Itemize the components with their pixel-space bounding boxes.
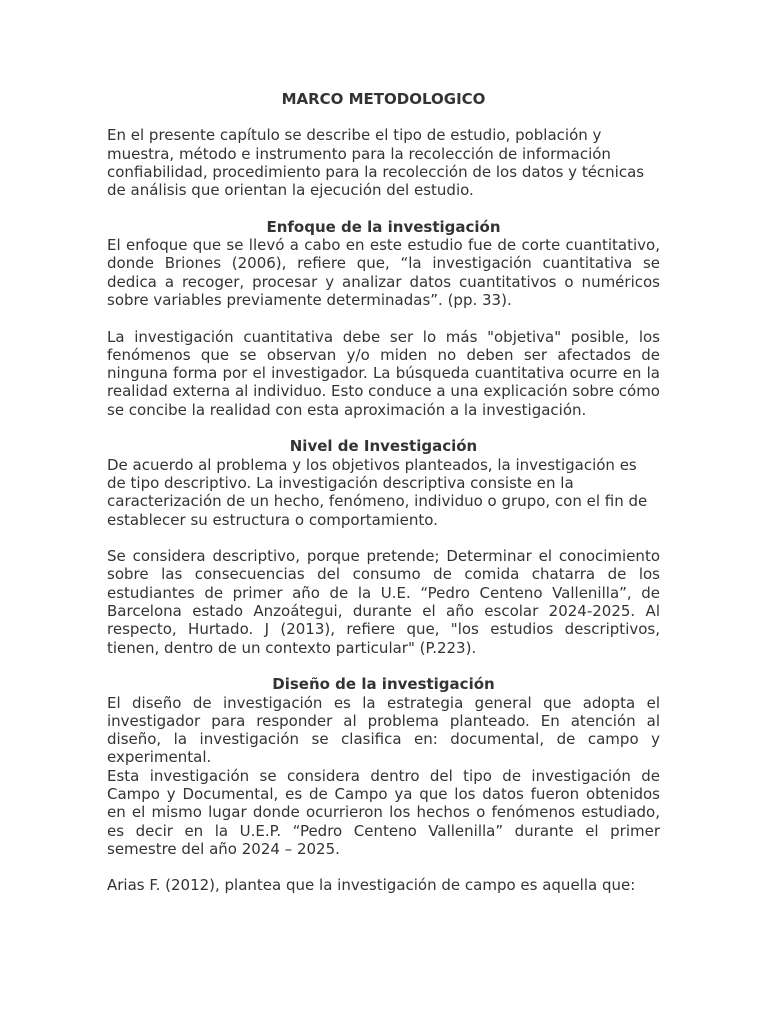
- section-heading-nivel: Nivel de Investigación: [289, 437, 478, 456]
- intro-paragraph: En el presente capítulo se describe el tipo de estudio, población y muestra, método e instrumento para la recolección de información confiabilidad, procedimiento para la recolección de los datos y técnicas de análisis que orientan la ejecución del estudio.: [107, 126, 645, 200]
- section-heading-diseno: Diseño de la investigación: [272, 675, 495, 694]
- document-title: MARCO METODOLOGICO: [281, 90, 486, 108]
- paragraph-diseno-1: El diseño de investigación es la estrategia general que adopta el investigador para responder al problema planteado. En atención al diseño, la investigación se clasifica en: documental, de campo y experimental.: [107, 693, 660, 767]
- document-page: [107, 90, 660, 895]
- paragraph-nivel-1: De acuerdo al problema y los objetivos planteados, la investigación es de tipo descriptivo. La investigación descriptiva consiste en la caracterización de un hecho, fenómeno, individuo o grupo, con el fin de establecer su estructura o comportamiento.: [107, 455, 648, 529]
- paragraph-enfoque-1: El enfoque que se llevó a cabo en este estudio fue de corte cuantitativo, donde Briones (2006), refiere que, “la investigación cuantitativa se dedica a recoger, procesar y analizar datos cuantitativos o numéricos sobre variables previamente determinadas”. (pp. 33).: [107, 236, 660, 309]
- paragraph-diseno-2: Esta investigación se considera dentro del tipo de investigación de Campo y Documental, es de Campo ya que los datos fueron obtenidos en el mismo lugar donde ocurrieron los hechos o fenómenos estudiado, es decir en la U.E.P. “Pedro Centeno Vallenilla” durante el primer semestre del año 2024 – 2025.: [107, 766, 660, 858]
- paragraph-nivel-2: Se considera descriptivo, porque pretende; Determinar el conocimiento sobre las consecuencias del consumo de comida chatarra de los estudiantes de primer año de la U.E. “Pedro Centeno Vallenilla”, de Barcelona estado Anzoátegui, durante el año escolar 2024-2025. Al respecto, Hurtado. J (2013), refiere que, "los estudios descriptivos, tienen, dentro de un contexto particular" (P.223).: [107, 547, 660, 657]
- section-heading-enfoque: Enfoque de la investigación: [266, 217, 501, 236]
- paragraph-diseno-3: Arias F. (2012), plantea que la investigación de campo es aquella que:: [107, 876, 636, 895]
- paragraph-enfoque-2: La investigación cuantitativa debe ser lo más "objetiva" posible, los fenómenos que se observan y/o miden no deben ser afectados de ninguna forma por el investigador. La búsqueda cuantitativa ocurre en la realidad externa al individuo. Esto conduce a una explicación sobre cómo se concibe la realidad con esta aproximación a la investigación.: [107, 327, 660, 419]
